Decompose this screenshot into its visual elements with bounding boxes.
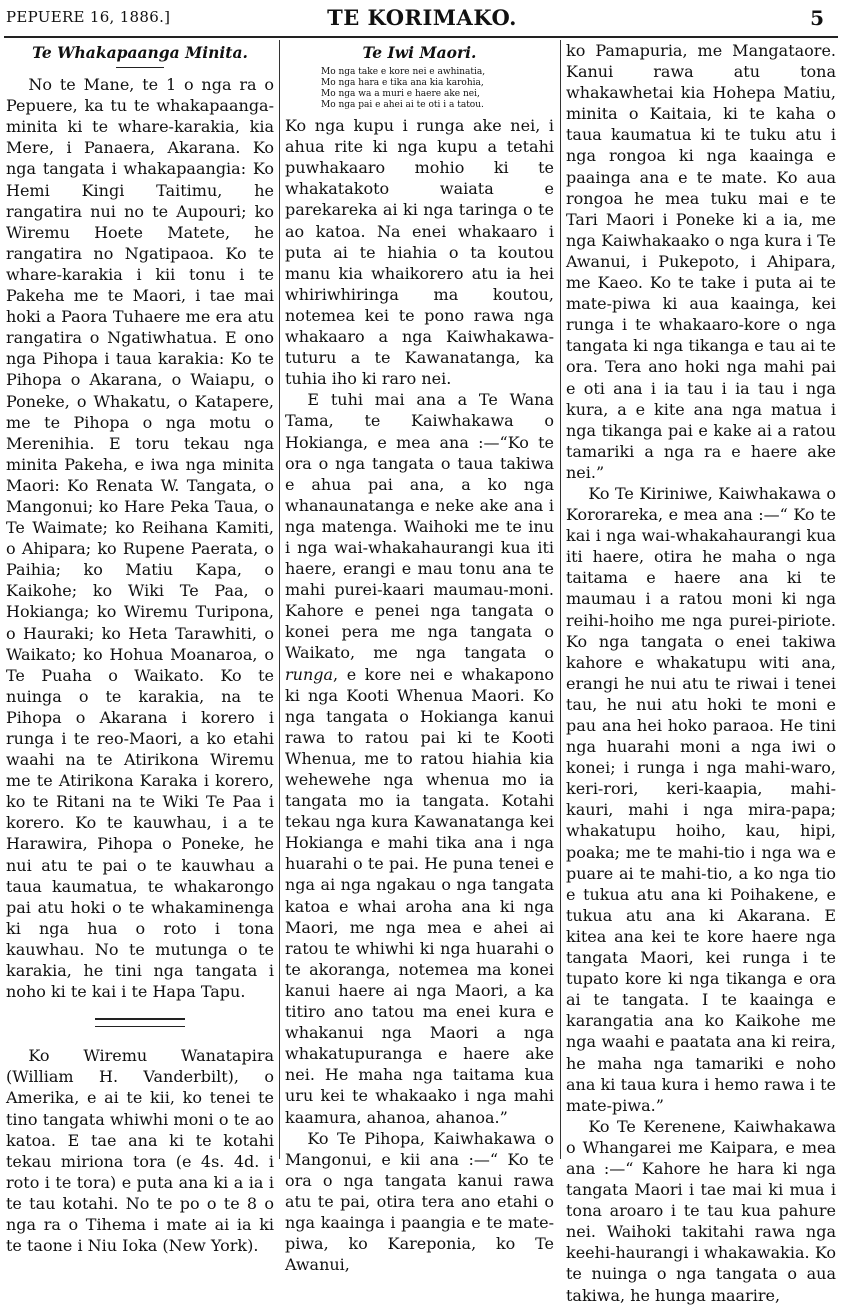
page-number: 5	[810, 6, 824, 30]
verse-epigraph	[321, 67, 554, 111]
issue-date: PEPUERE 16, 1886.]	[6, 8, 171, 26]
section-separator	[95, 1018, 185, 1027]
article-paragraph: ko Pamapuria, me Mangataore. Kanui rawa atu tona whakawhetai kia Hohepa Matiu, minita o Kaitaia, ki te kaha o taua kaumatua ki te tuku atu i nga rongoa ki nga kaainga e paainga ana e te mate. Ko aua rongoa he mea tuku mai e te Tari Maori i Poneke ki a ia, me nga Kaiwhakaako o nga kura i Te Awanui, i Pukepoto, i Ahipara, me Kaeo. Ko te take i puta ai te mate-piwa ki aua kaainga, kei runga i te whakaaro-kore o nga tangata ki nga tikanga e tau ai te ora. Tera ano hoki nga mahi pai e oti ana i ia tau i ia tau i nga kura, a e kite ana nga matua i nga tikanga pai e kake ai a ratou tamariki a nga ra e haere ake nei.”	[566, 41, 836, 482]
article-paragraph	[285, 389, 554, 1127]
page-header	[0, 0, 844, 40]
column-divider	[560, 40, 561, 1159]
article-title-ordination: Te Whakapaanga Minita.	[32, 43, 248, 62]
verse-line: Mo nga wa a muri e haere ake nei,	[321, 89, 480, 100]
article-paragraph: Ko Te Kiriniwe, Kaiwhakawa o Kororareka, e mea ana :—“ Ko te kai i nga wai-whakahaurangi kua iti haere, otira he maha o nga taitama e haere ana ki te maumau i a ratou moni ki nga reihi-hoiho me nga purei-piriote. Ko nga tangata o enei takiwa kahore e whakatupu witi ana, erangi he nui atu te riwai i tenei tau, he nui atu hoki te moni e pau ana hei hoko paraoa. He tini nga huarahi moni a nga iwi o konei; i runga i nga mahi-waro, keri-rori, keri-kaapia, mahi-kauri, mahi i nga mira-papa; whakatupu hoiho, kau, hipi, poaka; me te mahi-tio i nga wa e puare ai te mahi-tio, a ko nga tio e tukua atu ana ki Poihakene, e tukua atu ana ki Akarana. E kitea ana kei te kore haere nga tangata Maori, kei runga i te tupato kore ki nga tikanga e ora ai te tangata. I te kaainga e karangatia ana ko Kaikohe me nga waahi e paatata ana ki reira, he maha nga tamariki e noho ana ki taua kura i hemo rawa i te mate-piwa.”	[566, 483, 836, 1115]
article-body-ordination: No te Mane, te 1 o nga ra o Pepuere, ka tu te whakapaanga-minita ki te whare-karakia, kia Mere, i Panaera, Akarana. Ko nga tangata i whakapaangia: Ko Hemi Kingi Taitimu, he rangatira nui no te Aupouri; ko Wiremu Hoete Matete, he rangatira no Ngatipaoa. Ko te whare-karakia i kii tonu i te Pakeha me te Maori, i tae mai hoki a Paora Tuhaere me era atu rangatira o Ngatiwhatua. E ono nga Pihopa i taua karakia: Ko te Pihopa o Akarana, o Waiapu, o Poneke, o Whakatu, o Katapere, me te Pihopa o nga motu o Merenihia. E toru tekau nga minita Pakeha, e iwa nga minita Maori: Ko Renata W. Tangata, o Mangonui; ko Hare Peka Taua, o Te Waimate; ko Reihana Kamiti, o Ahipara; ko Rupene Paerata, o Paihia; ko Matiu Kapa, o Kaikohe; ko Wiki Te Paa, o Hokianga; ko Wiremu Turipona, o Hauraki; ko Heta Tarawhiti, o Waikato; ko Hohua Moanaroa, o Te Puaha o Waikato. Ko te nuinga o te karakia, na te Pihopa o Akarana i korero i runga i te reo-Maori, a ko etahi waahi na te Atirikona Wiremu me te Atirikona Karaka i korero, ko te Ritani na te Wiki Te Paa i korero. Ko te kauwhau, i a te Harawira, Pihopa o Poneke, he nui atu te pai o te kauwhau a taua kaumatua, te whakarongo pai atu hoki o te whakaminenga ki nga hua o roto i tona kauwhau. No te mutunga o te karakia, he tini nga tangata i noho ki te kai i te Hapa Tapu.	[6, 75, 274, 1002]
article-paragraph: Ko nga kupu i runga ake nei, i ahua rite ki nga kupu a tetahi puwhakaaro mohio ki te whakatakoto waiata e parekareka ai ki nga taringa o te ao katoa. Na enei whakaaro i puta ai te hiahia o ta koutou manu kia whaikorero atu ia hei whiriwhiringa ma koutou, notemea kei te pono rawa nga whakaaro a nga Kaiwhakawa-tuturu a te Kawanatanga, ka tuhia iho ki raro nei.	[285, 116, 554, 389]
column-1	[6, 40, 274, 1256]
column-2	[285, 40, 554, 1275]
article-paragraph: Ko Te Kerenene, Kaiwhakawa o Whangarei me Kaipara, e mea ana :—“ Kahore he hara ki nga tangata Maori i tae mai ki mua i tona aroaro i te tau kua pahure nei. Waihoki takitahi rawa nga keehi-haurangi i whakawakia. Ko te nuinga o nga tangata o aua takiwa, he hunga maarire,	[566, 1116, 836, 1305]
verse-line: Mo nga pai e ahei ai te oti i a tatou.	[321, 100, 484, 111]
column-3	[566, 40, 836, 1305]
paragraph-text: , e kore nei e whakapono ki nga Kooti Whenua Maori. Ko nga tangata o Hokianga kanui rawa to ratou pai ki te Kooti Whenua, me to ratou hiahia kia wehewehe nga whenua mo ia tangata mo ia tangata. Kotahi tekau nga kura Kawanatanga kei Hokianga e mahi tika ana i nga huarahi o te pai. He puna tenei e nga ai nga ngakau o nga tangata katoa e whai aroha ana ki nga Maori, me nga mea e ahei ai ratou te whiwhi ki nga huarahi o te akoranga, notemea ma konei kanui haere ai nga Maori, a ka titiro ano tatou ma enei kura e whakanui nga Maori a nga whakatupuranga e haere ake nei. He maha nga taitama kua uru kei te whakaako i nga mahi kaamura, ahanoa, ahanoa.”	[285, 664, 554, 1127]
title-rule	[116, 67, 164, 68]
article-title-maori-people: Te Iwi Maori.	[362, 43, 477, 62]
paragraph-text: E tuhi mai ana a Te Wana Tama, te Kaiwhakawa o Hokianga, e mea ana :—“Ko te ora o nga tangata o taua takiwa e ahua pai ana, a ko nga whanaunatanga e neke ake ana i nga matenga. Waihoki me te inu i nga wai-whakahaurangi kua iti haere, erangi e mau tonu ana te mahi purei-kaari maumau-moni. Kahore e penei nga tangata o konei pera me nga tangata o Waikato, me nga tangata o	[285, 390, 554, 663]
article-paragraph: Ko Te Pihopa, Kaiwhakawa o Mangonui, e kii ana :—“ Ko te ora o nga tangata kanui rawa atu te pai, otira tera ano etahi o nga kaainga i paangia e te mate-piwa, ko Kareponia, ko Te Awanui,	[285, 1128, 554, 1275]
column-divider	[279, 40, 280, 1159]
verse-line: Mo nga hara e tika ana kia karohia,	[321, 78, 484, 89]
article-body-vanderbilt: Ko Wiremu Wanatapira (William H. Vanderbilt), o Amerika, e ai te kii, ko tenei te tino tangata whiwhi moni o te ao katoa. E tae ana ki te kotahi tekau miriona tora (e 4s. 4d. i roto i te tora) e puta ana ki a ia i te tau kotahi. No te po o te 8 o nga ra o Tihema i mate ai ia ki te taone i Niu Ioka (New York).	[6, 1046, 274, 1256]
newspaper-title: TE KORIMAKO.	[327, 5, 517, 30]
italic-word: runga	[285, 664, 334, 684]
verse-line: Mo nga take e kore nei e awhinatia,	[321, 67, 486, 78]
header-rule	[4, 36, 838, 38]
